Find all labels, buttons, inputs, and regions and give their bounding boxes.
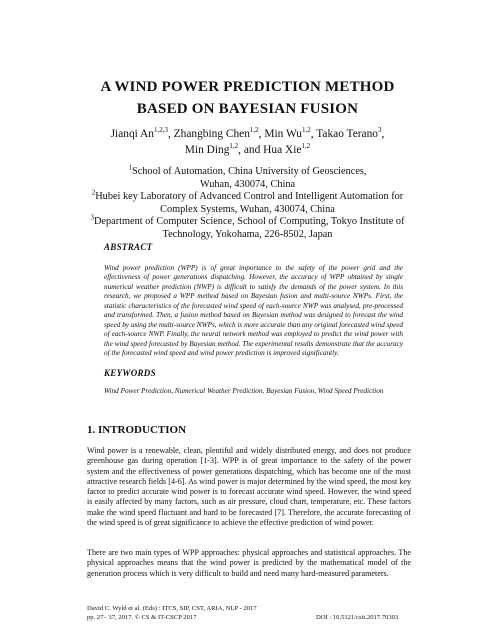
affiliation-3-line-2: Technology, Yokohama, 226-8502, Japan — [162, 228, 333, 240]
affiliation-mark: 3 — [90, 213, 94, 222]
author-affiliation-mark: 1,2,3 — [153, 126, 168, 135]
paper-title — [0, 76, 495, 120]
keywords-body: Wind Power Prediction, Numerical Weather Prediction, Bayesian Fusion, Wind Speed Prediction — [104, 387, 384, 395]
affiliations — [70, 163, 425, 242]
affiliation-3-line-1 — [70, 213, 425, 229]
title-line-1: A WIND POWER PREDICTION METHOD — [100, 79, 395, 95]
author-line-2 — [0, 142, 495, 158]
keywords-heading: KEYWORDS — [104, 368, 156, 378]
affiliation-1-line-2: Wuhan, 430074, China — [199, 178, 296, 190]
author-affiliation-mark: 1,2 — [302, 126, 311, 135]
abstract-heading: ABSTRACT — [104, 242, 153, 252]
author-name: , and Hua Xie — [238, 144, 302, 156]
author-name: , Min Wu — [258, 128, 302, 140]
title-line-2: BASED ON BAYESIAN FUSION — [136, 101, 359, 117]
author-separator: , — [381, 128, 385, 140]
affiliation-2-line-2: Complex Systems, Wuhan, 430074, China — [160, 203, 335, 215]
author-name: , Takao Terano — [310, 128, 379, 140]
affiliation-2-line-1 — [70, 188, 425, 204]
author-affiliation-mark: 3 — [378, 126, 382, 135]
affiliation-text: Department of Computer Science, School of Computing, Tokyo Institute of — [93, 216, 405, 228]
footer-citation-line-2: pp. 27– 37, 2017. © CS & IT-CSCP 2017 — [87, 614, 197, 621]
author-affiliation-mark: 1,2 — [229, 142, 239, 151]
affiliation-1-line-1 — [70, 163, 425, 179]
author-affiliation-mark: 1,2 — [301, 142, 311, 151]
abstract-body: Wind power prediction (WPP) is of great importance to the safety of the power grid and the effectiveness of power generations dispatching. However, the accuracy of WPP obtained by single numerical weather prediction (NWP) is difficult to satisfy the demands of the power system. In this research, we proposed a WPP method based on Bayesian fusion and multi-source NWPs. First, the statistic characteristics of the forecasted wind speed of each-source NWP was analysed, pre-processed and transformed. Then, a fusion method based on Bayesian method was designed to forecast the wind speed by using the multi-source NWPs, which is more accurate than any original forecasted wind speed of each-source NWP. Finally, the neural network method was employed to predict the wind power with the wind speed forecasted by Bayesian method. The experimental results demonstrate that the accuracy of the forecasted wind speed and wind power prediction is improved significantly. — [104, 264, 403, 358]
intro-paragraph-2: There are two main types of WPP approaches: physical approaches and statistical approaches. The physical approaches means that the wind power is predicted by the mathematical model of the generation process which is very difficult to build and need many hard-measured parameters. — [87, 548, 411, 578]
footer-doi: DOI : 10.5121/csit.2017.70303 — [316, 614, 399, 621]
footer-citation-line-1: David C. Wyld et al. (Eds) : ITCS, SIP, CST, ARIA, NLP - 2017 — [87, 605, 257, 612]
author-name: Min Ding — [184, 144, 230, 156]
affiliation-mark: 2 — [91, 188, 96, 197]
author-name: , Zhangbing Chen — [167, 128, 250, 140]
footer-citation — [87, 604, 257, 622]
author-line-1 — [0, 126, 495, 142]
section-heading-introduction: 1. INTRODUCTION — [87, 424, 187, 436]
affiliation-text: School of Automation, China University of Geosciences, — [131, 166, 367, 177]
author-list — [0, 126, 495, 158]
affiliation-mark: 1 — [128, 163, 132, 172]
author-affiliation-mark: 1,2 — [249, 126, 259, 135]
affiliation-text: Hubei key Laboratory of Advanced Control and Intelligent Automation for — [95, 191, 404, 203]
author-name: Jianqi An — [110, 128, 154, 140]
intro-paragraph-1: Wind power is a renewable, clean, plentiful and widely distributed energy, and does not produce greenhouse gas during operation [1-3]. WPP is of great importance to the safety of the power system and the effectiveness of power generations dispatching, which has become one of the most attractive research fields [4-6]. As wind power is major determined by the wind speed, the most key factor to predict accurate wind power is to forecast accurate wind speed. However, the wind speed is easily affected by many factors, such as air pressure, cloud chart, temperature, etc. These factors make the wind speed fluctuant and hard to be forecasted [7]. Therefore, the accurate forecasting of the wind speed is of great significance to achieve the effective prediction of wind power. — [87, 446, 411, 527]
